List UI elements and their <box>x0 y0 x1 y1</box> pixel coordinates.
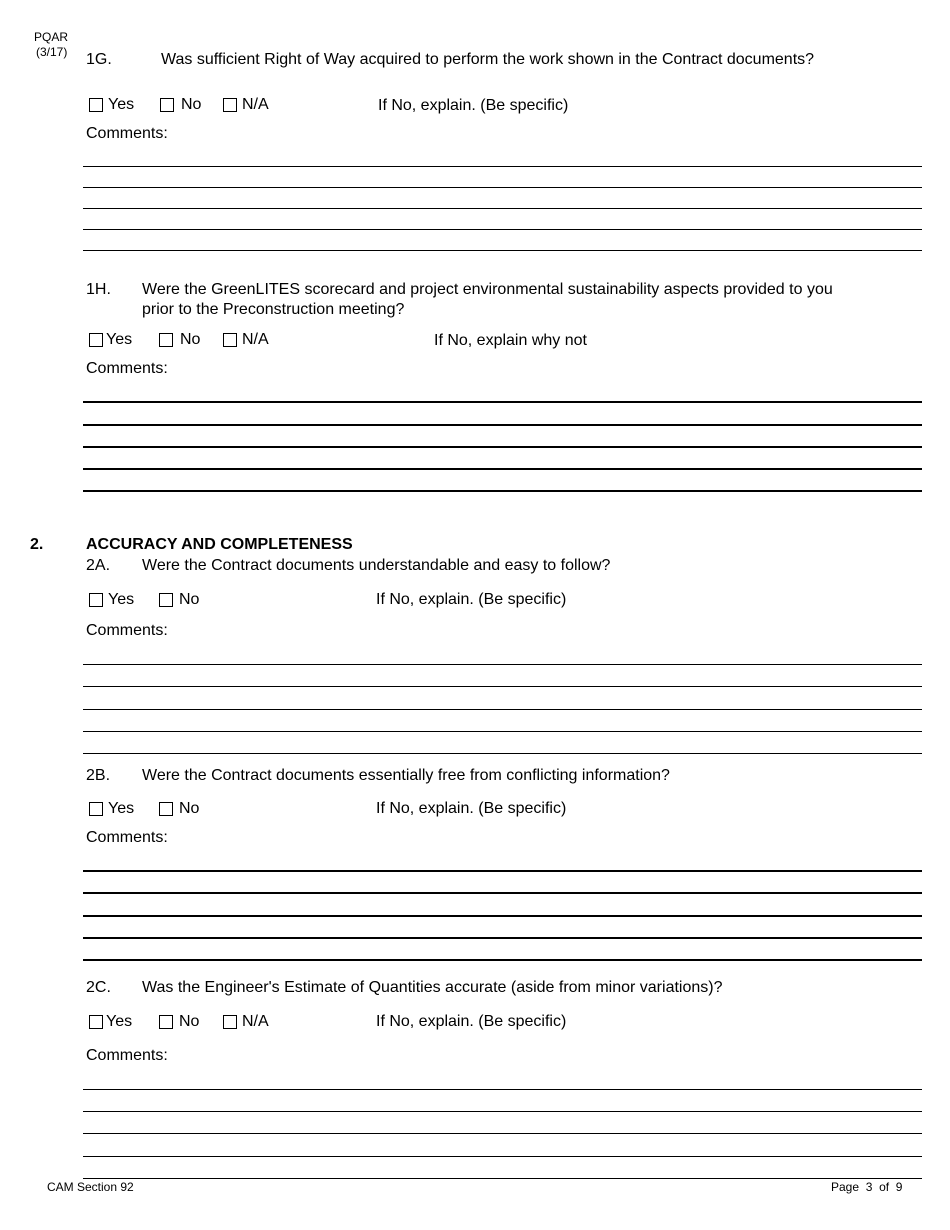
q2b-comment-line[interactable] <box>83 959 922 961</box>
q2b-no-checkbox[interactable] <box>159 802 173 816</box>
q1h-comment-line[interactable] <box>83 424 922 426</box>
q2b-comment-line[interactable] <box>83 870 922 872</box>
q1h-na-checkbox[interactable] <box>223 333 237 347</box>
q2a-yes-checkbox[interactable] <box>89 593 103 607</box>
q2c-no-checkbox[interactable] <box>159 1015 173 1029</box>
footer-section: CAM Section 92 <box>47 1180 134 1194</box>
page-total: 9 <box>895 1180 903 1194</box>
q2a-no-checkbox[interactable] <box>159 593 173 607</box>
q1g-comment-line[interactable] <box>83 229 922 230</box>
q1g-number: 1G. <box>86 51 112 68</box>
q2c-comment-line[interactable] <box>83 1089 922 1090</box>
q1h-instruction: If No, explain why not <box>434 332 587 349</box>
q2b-yes-label: Yes <box>108 800 135 817</box>
q1g-na-label: N/A <box>242 96 269 113</box>
page-of: of <box>879 1180 890 1194</box>
q1h-question-line1: Were the GreenLITES scorecard and project environmental sustainability aspects provided to you <box>142 281 833 298</box>
q2b-no-label: No <box>179 800 200 817</box>
q1g-question: Was sufficient Right of Way acquired to perform the work shown in the Contract documents? <box>161 51 815 68</box>
form-code: PQAR <box>34 30 69 44</box>
q2a-comment-line[interactable] <box>83 753 922 754</box>
q1h-comment-line[interactable] <box>83 446 922 448</box>
form-date: (3/17) <box>36 45 68 59</box>
q2a-yes-label: Yes <box>108 591 135 608</box>
q1g-comments-label: Comments: <box>86 125 168 142</box>
q2a-number: 2A. <box>86 557 111 574</box>
page-label: Page <box>831 1180 860 1194</box>
q2c-comment-line[interactable] <box>83 1111 922 1112</box>
q2c-yes-checkbox[interactable] <box>89 1015 103 1029</box>
q1h-number: 1H. <box>86 281 111 298</box>
q2a-question: Were the Contract documents understandable and easy to follow? <box>142 557 611 574</box>
q1g-yes-label: Yes <box>108 96 135 113</box>
q1h-no-label: No <box>180 331 201 348</box>
q2b-comment-line[interactable] <box>83 892 922 894</box>
q2c-yes-label: Yes <box>106 1013 133 1030</box>
q2c-number: 2C. <box>86 979 111 996</box>
q1h-no-checkbox[interactable] <box>159 333 173 347</box>
q1h-comments-label: Comments: <box>86 360 168 377</box>
q2a-no-label: No <box>179 591 200 608</box>
q2b-number: 2B. <box>86 767 111 784</box>
q2b-yes-checkbox[interactable] <box>89 802 103 816</box>
section-title: ACCURACY AND COMPLETENESS <box>86 536 353 553</box>
q2b-comment-line[interactable] <box>83 937 922 939</box>
q2c-na-label: N/A <box>242 1013 269 1030</box>
q2c-comment-line[interactable] <box>83 1156 922 1157</box>
page-current: 3 <box>865 1180 873 1194</box>
q1h-yes-checkbox[interactable] <box>89 333 103 347</box>
q2b-comments-label: Comments: <box>86 829 168 846</box>
q1h-yes-label: Yes <box>106 331 133 348</box>
q2a-comment-line[interactable] <box>83 664 922 665</box>
q1g-comment-line[interactable] <box>83 166 922 167</box>
q2b-question: Were the Contract documents essentially free from conflicting information? <box>142 767 670 784</box>
q1g-comment-line[interactable] <box>83 250 922 251</box>
q1g-comment-line[interactable] <box>83 187 922 188</box>
q2c-comments-label: Comments: <box>86 1047 168 1064</box>
footer-rule <box>83 1178 922 1179</box>
section-number: 2. <box>30 536 44 553</box>
q2a-instruction: If No, explain. (Be specific) <box>376 591 567 608</box>
q1h-question-line2: prior to the Preconstruction meeting? <box>142 301 405 318</box>
q2b-comment-line[interactable] <box>83 915 922 917</box>
q2a-comment-line[interactable] <box>83 686 922 687</box>
q2c-comment-line[interactable] <box>83 1133 922 1134</box>
q2a-comment-line[interactable] <box>83 709 922 710</box>
q2c-instruction: If No, explain. (Be specific) <box>376 1013 567 1030</box>
q1h-na-label: N/A <box>242 331 269 348</box>
q2c-na-checkbox[interactable] <box>223 1015 237 1029</box>
footer-page-number <box>831 1180 902 1194</box>
q1g-instruction: If No, explain. (Be specific) <box>378 97 569 114</box>
q1h-comment-line[interactable] <box>83 468 922 470</box>
q1g-yes-checkbox[interactable] <box>89 98 103 112</box>
q2c-no-label: No <box>179 1013 200 1030</box>
q1g-comment-line[interactable] <box>83 208 922 209</box>
q1g-na-checkbox[interactable] <box>223 98 237 112</box>
q2a-comment-line[interactable] <box>83 731 922 732</box>
q1h-comment-line[interactable] <box>83 401 922 403</box>
q1g-no-checkbox[interactable] <box>160 98 174 112</box>
q1g-no-label: No <box>181 96 202 113</box>
q2b-instruction: If No, explain. (Be specific) <box>376 800 567 817</box>
q2a-comments-label: Comments: <box>86 622 168 639</box>
q1h-comment-line[interactable] <box>83 490 922 492</box>
q2c-question: Was the Engineer's Estimate of Quantities accurate (aside from minor variations)? <box>142 979 723 996</box>
